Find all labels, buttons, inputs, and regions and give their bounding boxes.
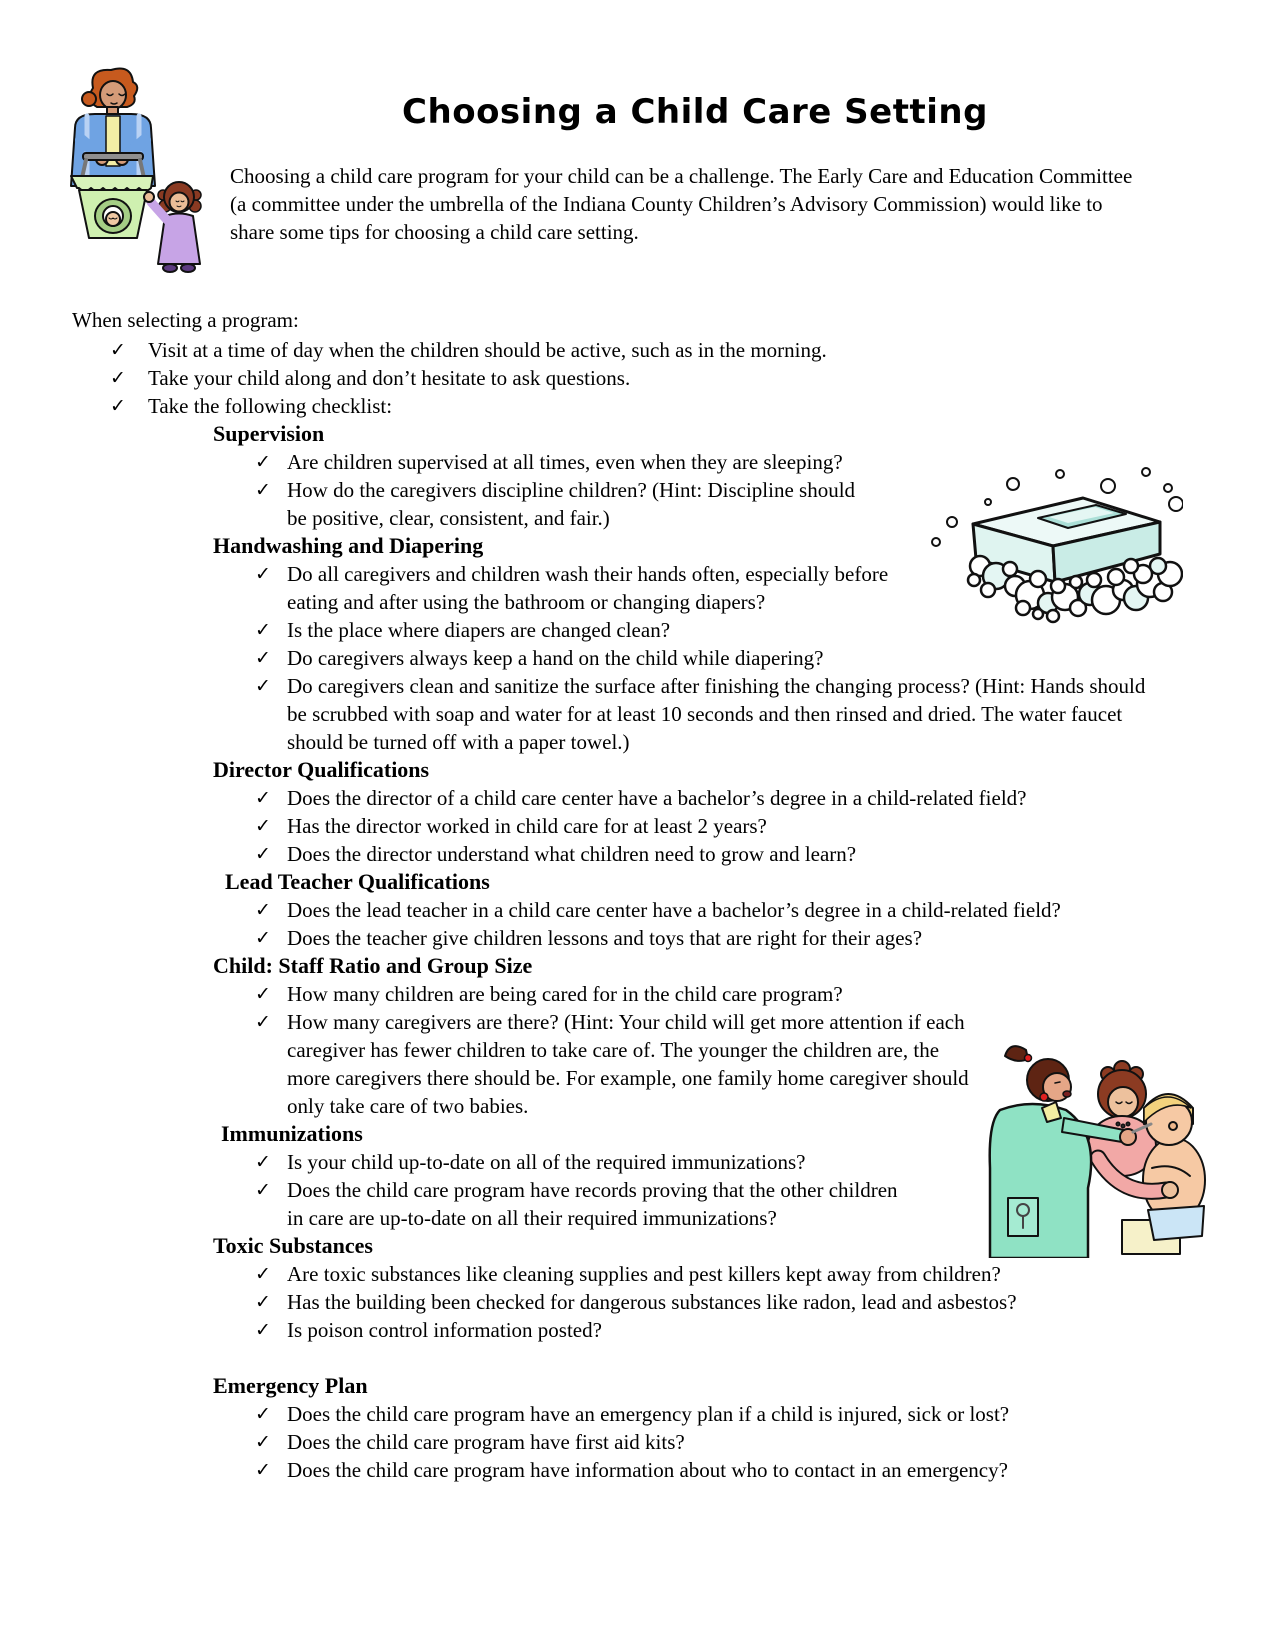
top-checklist	[110, 336, 1275, 420]
section-checklist	[255, 784, 1275, 868]
checklist-item-text: How many children are being cared for in the child care program?	[287, 982, 843, 1006]
checklist-item-text: Does the lead teacher in a child care center have a bachelor’s degree in a child-related field?	[287, 898, 1061, 922]
checklist-item	[255, 980, 1275, 1008]
section-heading-toxic: Toxic Substances	[213, 1233, 373, 1258]
section-heading-immunizations: Immunizations	[221, 1121, 363, 1146]
section-checklist	[255, 560, 1275, 756]
check-icon: ✓	[255, 815, 271, 837]
checklist-item	[255, 616, 1275, 644]
check-icon: ✓	[255, 451, 271, 473]
checklist-item-text: Is your child up-to-date on all of the required immunizations?	[287, 1150, 806, 1174]
checklist-item-text: Does the child care program have an emergency plan if a child is injured, sick or lost?	[287, 1402, 1010, 1426]
checklist-item-text: Does the child care program have records proving that the other children in care are up-to-date on all their required immunizations?	[287, 1178, 898, 1230]
section-checklist	[255, 1148, 1275, 1232]
checklist-item	[255, 1288, 1275, 1316]
section-heading-emergency: Emergency Plan	[213, 1373, 368, 1398]
checklist-item-text: Do all caregivers and children wash their hands often, especially before eating and after using the bathroom or changing diapers?	[287, 562, 889, 614]
checklist-item-text: Visit at a time of day when the children should be active, such as in the morning.	[148, 338, 827, 362]
intro-paragraph: Choosing a child care program for your child can be a challenge. The Early Care and Education Committee (a committee under the umbrella of the Indiana County Children’s Advisory Commission) would like to share some tips for choosing a child care setting.	[230, 164, 1133, 244]
checklist-item-text: How many caregivers are there? (Hint: Your child will get more attention if each caregiver has fewer children to take care of. The younger the children are, the more caregivers there should be. For example, one family home caregiver should only take care of two babies.	[287, 1010, 969, 1118]
checklist-item-text: Does the child care program have first aid kits?	[287, 1430, 685, 1454]
checklist-item	[110, 364, 1275, 392]
check-icon: ✓	[110, 339, 126, 361]
checklist-item	[255, 448, 1275, 476]
check-icon: ✓	[255, 787, 271, 809]
checklist-item	[255, 1316, 1275, 1344]
check-icon: ✓	[255, 675, 271, 697]
section-checklist	[255, 896, 1275, 952]
when-selecting-heading: When selecting a program:	[72, 308, 299, 332]
checklist-item	[255, 560, 1275, 616]
check-icon: ✓	[255, 1431, 271, 1453]
checklist-item-text: Take the following checklist:	[148, 394, 393, 418]
checklist-item	[255, 1456, 1275, 1484]
document-body	[0, 306, 1275, 1484]
check-icon: ✓	[255, 1319, 271, 1341]
check-icon: ✓	[255, 1459, 271, 1481]
check-icon: ✓	[255, 899, 271, 921]
checklist-item-text: Is poison control information posted?	[287, 1318, 602, 1342]
section-heading-handwashing: Handwashing and Diapering	[213, 533, 484, 558]
checklist-item	[255, 812, 1275, 840]
checklist-item	[255, 1260, 1275, 1288]
checklist-item	[110, 336, 1275, 364]
checklist-item	[255, 1428, 1275, 1456]
checklist-item	[255, 784, 1275, 812]
checklist-item	[255, 1400, 1275, 1428]
section-checklist	[255, 448, 1275, 532]
check-icon: ✓	[110, 367, 126, 389]
checklist-item	[255, 644, 1275, 672]
checklist-item	[255, 1176, 1275, 1232]
check-icon: ✓	[255, 1179, 271, 1201]
check-icon: ✓	[255, 619, 271, 641]
checklist-item	[255, 1008, 1275, 1120]
checklist-item-text: Is the place where diapers are changed clean?	[287, 618, 671, 642]
checklist-item-text: Does the teacher give children lessons and toys that are right for their ages?	[287, 926, 923, 950]
checklist-item-text: Has the director worked in child care for at least 2 years?	[287, 814, 767, 838]
section-heading-supervision: Supervision	[213, 421, 325, 446]
check-icon: ✓	[255, 479, 271, 501]
checklist-item-text: How do the caregivers discipline children? (Hint: Discipline should be positive, clear, consistent, and fair.)	[287, 478, 856, 530]
checklist-item	[255, 1148, 1275, 1176]
checklist-item-text: Are children supervised at all times, even when they are sleeping?	[287, 450, 843, 474]
section-heading-lead-teacher: Lead Teacher Qualifications	[225, 869, 490, 894]
checklist-item	[255, 896, 1275, 924]
checklist-item-text: Does the director of a child care center have a bachelor’s degree in a child-related field?	[287, 786, 1027, 810]
checklist-sections	[213, 420, 1275, 1484]
checklist-item	[255, 924, 1275, 952]
checklist-item	[255, 840, 1275, 868]
check-icon: ✓	[255, 843, 271, 865]
section-checklist	[255, 980, 1275, 1120]
checklist-item	[255, 672, 1275, 756]
section-checklist	[255, 1260, 1275, 1344]
page-title: Choosing a Child Care Setting	[402, 92, 988, 132]
check-icon: ✓	[255, 647, 271, 669]
checklist-item-text: Are toxic substances like cleaning supplies and pest killers kept away from children?	[287, 1262, 1001, 1286]
section-checklist	[255, 1400, 1275, 1484]
check-icon: ✓	[255, 1291, 271, 1313]
checklist-item-text: Do caregivers always keep a hand on the child while diapering?	[287, 646, 824, 670]
check-icon: ✓	[255, 1151, 271, 1173]
family-clipart	[55, 64, 217, 282]
checklist-item-text: Has the building been checked for dangerous substances like radon, lead and asbestos?	[287, 1290, 1017, 1314]
check-icon: ✓	[255, 983, 271, 1005]
checklist-item	[110, 392, 1275, 420]
check-icon: ✓	[110, 395, 126, 417]
checklist-item-text: Does the director understand what children need to grow and learn?	[287, 842, 857, 866]
checklist-item-text: Does the child care program have information about who to contact in an emergency?	[287, 1458, 1008, 1482]
check-icon: ✓	[255, 1403, 271, 1425]
checklist-item	[255, 476, 1275, 532]
checklist-item-text: Do caregivers clean and sanitize the surface after finishing the changing process? (Hint: Hands should be scrubbed with soap and water for at least 10 seconds and then rinsed and dried. The water faucet should be turned off with a paper towel.)	[287, 674, 1146, 754]
section-heading-director: Director Qualifications	[213, 757, 430, 782]
check-icon: ✓	[255, 1011, 271, 1033]
section-heading-ratio: Child: Staff Ratio and Group Size	[213, 953, 533, 978]
check-icon: ✓	[255, 563, 271, 585]
check-icon: ✓	[255, 927, 271, 949]
check-icon: ✓	[255, 1263, 271, 1285]
checklist-item-text: Take your child along and don’t hesitate to ask questions.	[148, 366, 631, 390]
